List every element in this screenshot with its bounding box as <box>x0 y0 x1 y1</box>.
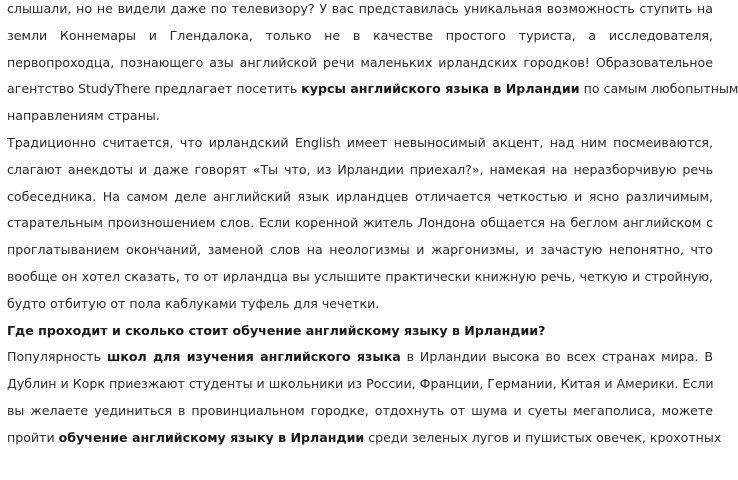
text-run: старательным произношением слов. Если коренной житель Лондона общается на беглом английском с <box>7 215 713 231</box>
text-line <box>7 291 713 317</box>
text-line <box>7 50 713 76</box>
text-line <box>7 318 713 344</box>
text-run: вообще он хотел сказать, то от ирландца вы услышите практически книжную речь, четкую и стройную, <box>7 269 713 284</box>
text-run: будто отбитую от пола каблуками туфель для чечетки. <box>7 295 380 311</box>
text-run: по самым любопытным <box>579 81 738 97</box>
text-run: проглатыванием окончаний, заменой слов на неологизмы и жаргонизмы, и зачастую непонятно, что <box>7 242 713 258</box>
text-run: в Ирландии высока во всех странах мира. В <box>400 349 713 365</box>
text-run: среди зеленых лугов и пушистых овечек, крохотных <box>364 429 722 445</box>
text-run: Традиционно считается, что ирландский English имеет невыносимый акцент, над ним посмеиваются, <box>7 135 713 150</box>
text-line <box>7 0 713 22</box>
text-line <box>7 23 713 49</box>
text-run: агентство StudyThere предлагает посетить <box>7 81 302 97</box>
bold-text-run: школ для изучения английского языка <box>106 349 401 365</box>
text-run: первопроходца, познающего азы английской речи маленьких ирландских городков! Образовательное <box>7 54 713 70</box>
text-line <box>7 103 713 129</box>
text-line <box>7 184 713 210</box>
text-line <box>7 371 713 397</box>
text-run: направлениям страны. <box>7 108 160 124</box>
text-line <box>7 157 713 183</box>
text-run: Дублин и Корк приезжают студенты и школьники из России, Франции, Германии, Китая и Америки. Если <box>7 376 714 392</box>
text-line <box>7 237 713 263</box>
text-run: пройти <box>7 429 59 445</box>
bold-text-run: курсы английского языка в Ирландии <box>301 81 580 97</box>
text-run: слагают анекдоты и даже говорят «Ты что, из Ирландии приехал?», намекая на неразборчивую речь <box>7 161 713 177</box>
bold-text-run: Где проходит и сколько стоит обучение английскому языку в Ирландии? <box>7 322 546 338</box>
text-line <box>7 76 738 102</box>
text-line <box>7 264 713 290</box>
text-line <box>7 398 713 424</box>
text-line <box>7 344 713 370</box>
text-run: Популярность <box>7 349 107 365</box>
text-line <box>7 130 713 156</box>
text-run: слышали, но не видели даже по телевизору? У вас представилась уникальная возможность ступить на <box>7 1 713 16</box>
text-run: вы желаете уединиться в провинциальном городке, отдохнуть от шума и суеты мегаполиса, можете <box>7 403 713 418</box>
bold-text-run: обучение английскому языку в Ирландии <box>58 429 365 445</box>
text-run: земли Коннемары и Глендалока, только не в качестве простого туриста, а исследователя, <box>7 27 713 43</box>
text-line <box>7 210 713 236</box>
text-run: собеседника. На самом деле английский язык ирландцев отличается четкостью и ясно различимым, <box>7 188 713 204</box>
text-line <box>7 425 722 451</box>
